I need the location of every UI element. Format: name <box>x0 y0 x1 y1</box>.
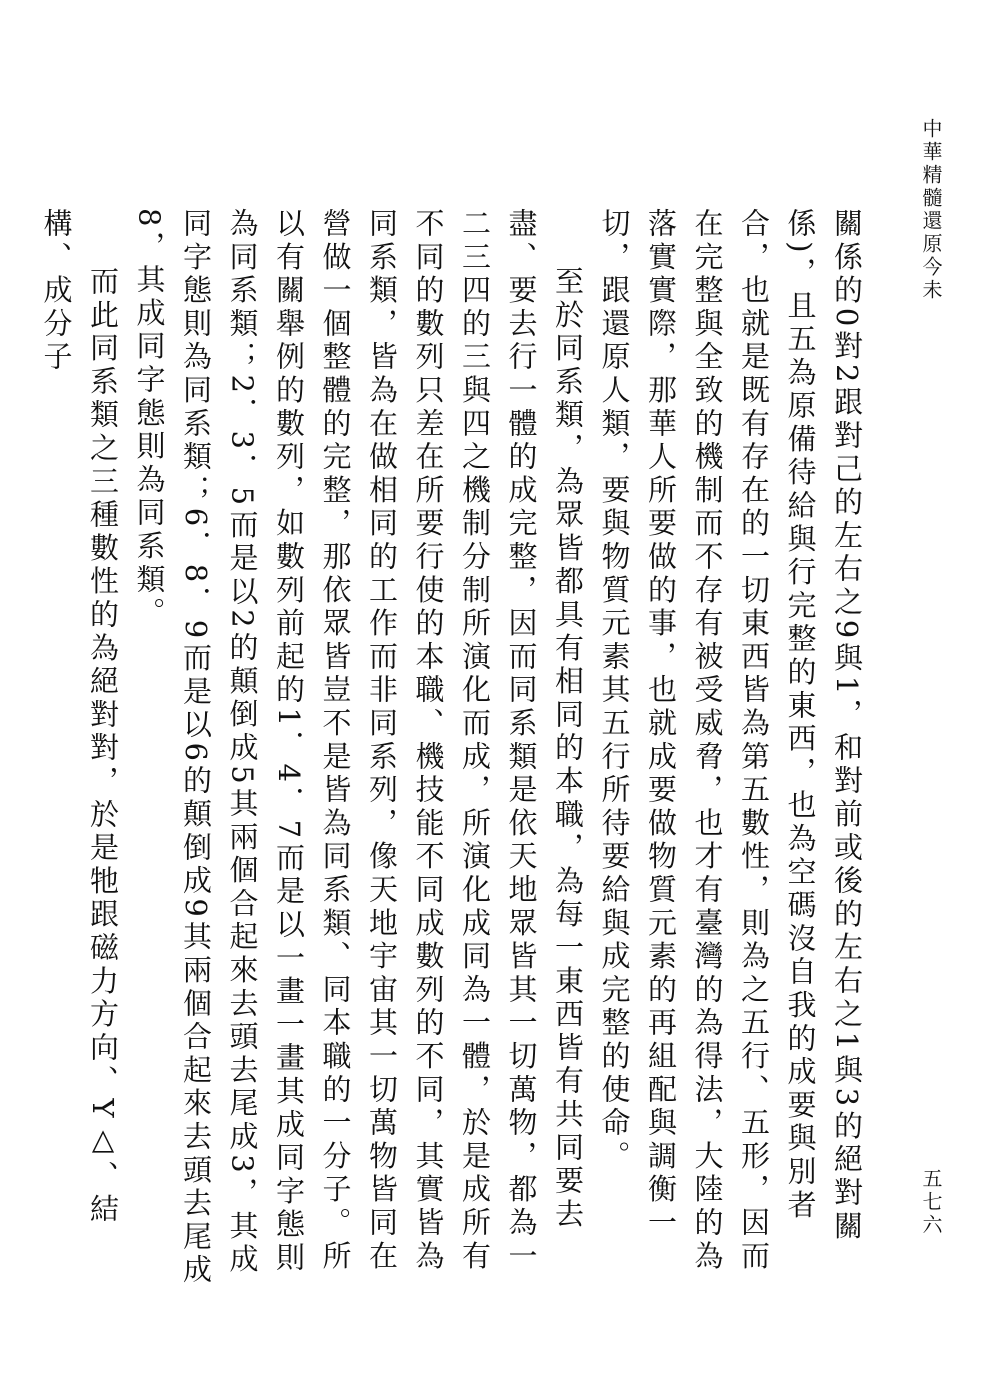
body-text <box>33 208 870 1288</box>
running-header: 中華精髓還原今未 <box>919 118 943 302</box>
paragraph-1: 關係的0對2跟對己的左右之9與1，和對前或後的左右之1與3的絕對關係)，且五為原備待給與行完整的東西，也為空碼沒自我的成要與別者合，也就是既有存在的一切東西皆為第五數性，則為之五行、五形，因而在完整與全致的機制而不存有被受威脅，也才有臺灣的為得法，大陸的為落實實際，那華人所要做的事，也就成要做物質元素的再組配與調衡一切，跟還原人類，要與物質元素其五行所待要給與成完整的使命。 <box>597 208 864 1274</box>
page-number: 五七六 <box>919 1168 943 1237</box>
paragraph-3: 而此同系類之三種數性的為絕對對，於是牠跟磁力方向、Y△、結構、成分子 <box>39 208 120 1227</box>
paragraph-2: 至於同系類，為眾皆都具有相同的本職，為每一東西皆有共同要去盡、要去行一體的成完整，因而同系類是依天地眾皆其一切萬物，都為一二三四的三與四之機制分制所演化而成，所演化成同為一體，於是成所有不同的數列只差在所要行使的本職、機技能不同成數列的不同，其實皆為同系類，皆為在做相同的工作而非同系列，像天地宇宙其一切萬物皆同在營做一個整體的完整，那依眾皆豈不是皆為同系類、同本職的一分子。所以有關舉例的數列，如數列前起的1．4．7而是以一畫一畫其成同字態則為同系類；2．3．5而是以2的顛倒成5其兩個合起來去頭去尾成3，其成同字態則為同系類；6．8．9而是以6的顛倒成9其兩個合起來去頭去尾成8，其成同字態則為同系類。 <box>132 208 585 1288</box>
